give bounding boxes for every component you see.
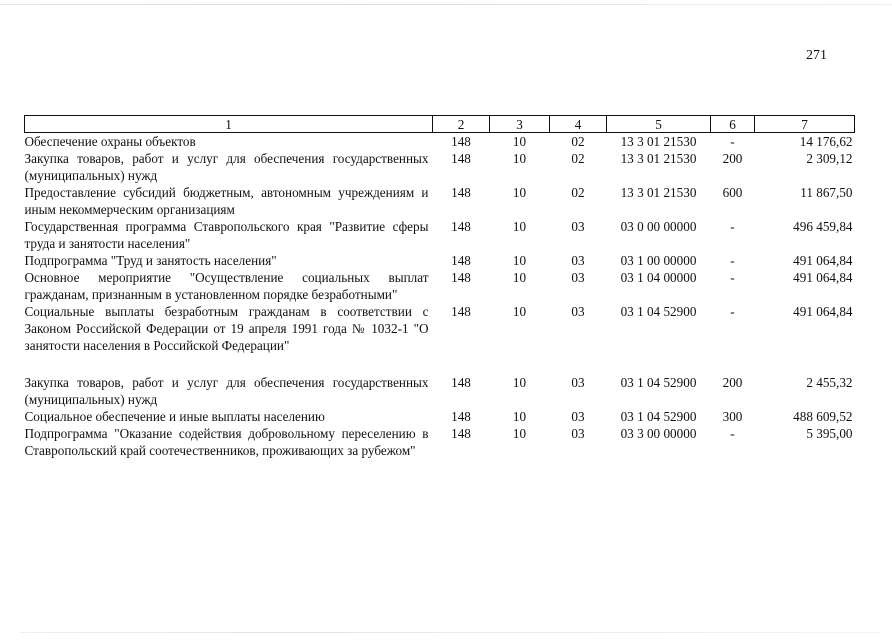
row-subsection-code: 03 <box>571 426 585 441</box>
row-ministry-code: 148 <box>451 185 471 200</box>
table-row <box>25 354 855 408</box>
row-amount: 14 176,62 <box>799 134 853 149</box>
row-name: Подпрограмма "Оказание содействия добровольному переселению в Ставропольский край соотечественников, проживающих за рубежом" <box>24 426 429 458</box>
row-name: Социальное обеспечение и иные выплаты населению <box>24 409 325 424</box>
row-expense-type: 200 <box>722 151 743 166</box>
row-ministry-code: 148 <box>451 219 471 234</box>
row-ministry-code: 148 <box>451 151 471 166</box>
row-amount: 2 309,12 <box>806 151 853 166</box>
row-name: Основное мероприятие "Осуществление социальных выплат гражданам, признанным в установленном порядке безработными" <box>24 270 429 302</box>
row-section-code: 10 <box>512 151 527 166</box>
row-name: Государственная программа Ставропольского края "Развитие сферы труда и занятости населения" <box>24 219 429 251</box>
budget-table <box>24 115 855 459</box>
row-expense-type: - <box>730 304 735 319</box>
scan-edge-bottom <box>20 632 880 633</box>
row-ministry-code: 148 <box>451 253 471 268</box>
row-amount: 491 064,84 <box>793 253 853 268</box>
row-target-code: 03 1 04 52900 <box>620 304 697 319</box>
row-section-code: 10 <box>512 270 527 285</box>
row-expense-type: 600 <box>722 185 743 200</box>
row-subsection-code: 03 <box>571 219 585 234</box>
row-ministry-code: 148 <box>451 409 471 424</box>
row-section-code: 10 <box>512 426 527 441</box>
row-subsection-code: 02 <box>571 151 585 166</box>
table-row <box>25 425 855 459</box>
table-row <box>25 184 855 218</box>
row-subsection-code: 03 <box>571 270 585 285</box>
row-target-code: 13 3 01 21530 <box>620 151 697 166</box>
row-ministry-code: 148 <box>451 134 471 149</box>
row-target-code: 03 1 04 52900 <box>620 409 697 424</box>
row-name: Социальные выплаты безработным гражданам в соответствии с Законом Российской Федерации от 19 апреля 1991 года № 1032-1 "О занятости населения в Российской Федерации" <box>24 304 429 353</box>
column-header: 7 <box>755 116 855 133</box>
row-target-code: 03 1 00 00000 <box>620 253 697 268</box>
row-amount: 11 867,50 <box>800 185 853 200</box>
row-amount: 2 455,32 <box>806 375 853 390</box>
row-name: Обеспечение охраны объектов <box>24 134 196 149</box>
row-section-code: 10 <box>512 219 527 234</box>
column-header: 4 <box>550 116 607 133</box>
row-expense-type: - <box>730 426 735 441</box>
table-row <box>25 408 855 425</box>
row-amount: 488 609,52 <box>793 409 853 424</box>
row-name: Подпрограмма "Труд и занятость населения" <box>24 253 277 268</box>
row-ministry-code: 148 <box>451 375 471 390</box>
row-name: Предоставление субсидий бюджетным, автономным учреждениям и иным некоммерческим организациям <box>24 185 429 217</box>
row-subsection-code: 03 <box>571 375 585 390</box>
row-subsection-code: 03 <box>571 409 585 424</box>
row-amount: 5 395,00 <box>806 426 853 441</box>
row-section-code: 10 <box>512 304 527 319</box>
table-row <box>25 218 855 252</box>
row-target-code: 03 1 04 00000 <box>620 270 697 285</box>
row-section-code: 10 <box>512 409 527 424</box>
row-ministry-code: 148 <box>451 426 471 441</box>
row-amount: 496 459,84 <box>793 219 853 234</box>
row-expense-type: - <box>730 270 735 285</box>
row-subsection-code: 02 <box>571 134 585 149</box>
page-number: 271 <box>806 48 827 63</box>
row-expense-type: 300 <box>722 409 743 424</box>
row-target-code: 13 3 01 21530 <box>620 185 697 200</box>
column-header: 5 <box>607 116 711 133</box>
row-expense-type: - <box>730 253 735 268</box>
row-expense-type: - <box>730 219 735 234</box>
row-target-code: 03 3 00 00000 <box>620 426 697 441</box>
column-header: 1 <box>25 116 433 133</box>
row-subsection-code: 03 <box>571 304 585 319</box>
scan-edge-top <box>0 4 892 5</box>
row-target-code: 03 1 04 52900 <box>620 375 697 390</box>
row-subsection-code: 03 <box>571 253 585 268</box>
row-name: Закупка товаров, работ и услуг для обеспечения государственных (муниципальных) нужд <box>24 151 429 183</box>
row-section-code: 10 <box>512 253 527 268</box>
row-ministry-code: 148 <box>451 304 471 319</box>
table-row <box>25 269 855 303</box>
row-name: Закупка товаров, работ и услуг для обеспечения государственных (муниципальных) нужд <box>24 375 429 407</box>
row-target-code: 13 3 01 21530 <box>620 134 697 149</box>
row-ministry-code: 148 <box>451 270 471 285</box>
table-row <box>25 252 855 269</box>
row-amount: 491 064,84 <box>793 270 853 285</box>
column-header: 6 <box>711 116 755 133</box>
row-target-code: 03 0 00 00000 <box>620 219 697 234</box>
row-amount: 491 064,84 <box>793 304 853 319</box>
row-subsection-code: 02 <box>571 185 585 200</box>
column-header: 2 <box>433 116 490 133</box>
row-expense-type: - <box>730 134 735 149</box>
table-row <box>25 133 855 151</box>
table-row <box>25 303 855 354</box>
table-header-row <box>25 116 855 133</box>
row-expense-type: 200 <box>722 375 743 390</box>
table-row <box>25 150 855 184</box>
row-section-code: 10 <box>512 185 527 200</box>
row-section-code: 10 <box>512 134 527 149</box>
row-section-code: 10 <box>512 375 527 390</box>
column-header: 3 <box>490 116 550 133</box>
